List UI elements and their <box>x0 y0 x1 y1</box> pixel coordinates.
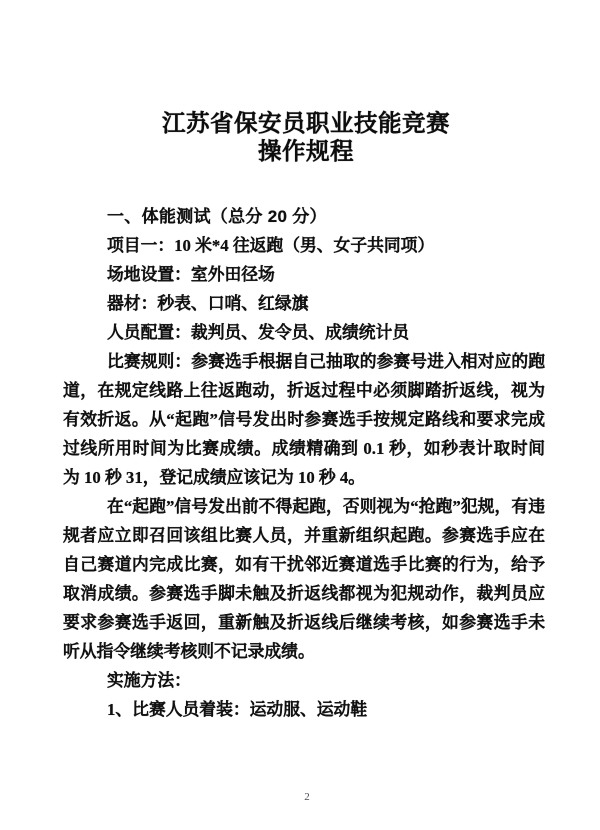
page-number: 2 <box>304 791 310 803</box>
rules-paragraph-1: 比赛规则：参赛选手根据自己抽取的参赛号进入相对应的跑道，在规定线路上往返跑动，折返过程中必须脚踏折返线，视为有效折返。从“起跑”信号发出时参赛选手按规定路线和要求完成过线所用时间为比赛成绩。成绩精确到 0.1 秒，如秒表计取时间为 10 秒 31，登记成绩应该记为 10 秒 4。 <box>63 352 545 487</box>
project-line: 项目一：10 米*4 往返跑（男、女子共同项） <box>107 236 435 255</box>
rules-paragraph-2: 在“起跑”信号发出前不得起跑，否则视为“抢跑”犯规，有违规者应立即召回该组比赛人员，并重新组织起跑。参赛选手应在自己赛道内完成比赛，如有干扰邻近赛道选手比赛的行为，给予取消成绩。参赛选手脚未触及折返线都视为犯规动作，裁判员应要求参赛选手返回，重新触及折返线后继续考核，如参赛选手未听从指令继续考核则不记录成绩。 <box>63 497 545 661</box>
document-body <box>63 202 545 724</box>
equipment-line: 器材：秒表、口哨、红绿旗 <box>107 294 309 313</box>
method-heading: 实施方法： <box>107 671 191 690</box>
document-title-line-2: 操作规程 <box>258 138 354 164</box>
section-heading: 一、体能测试（总分 20 分） <box>107 207 327 226</box>
venue-line: 场地设置：室外田径场 <box>107 265 275 284</box>
method-item-1: 1、比赛人员着装：运动服、运动鞋 <box>107 700 368 719</box>
document-title-line-1: 江苏省保安员职业技能竞赛 <box>162 110 450 136</box>
document-title <box>6 109 600 165</box>
staff-line: 人员配置：裁判员、发令员、成绩统计员 <box>107 323 410 342</box>
